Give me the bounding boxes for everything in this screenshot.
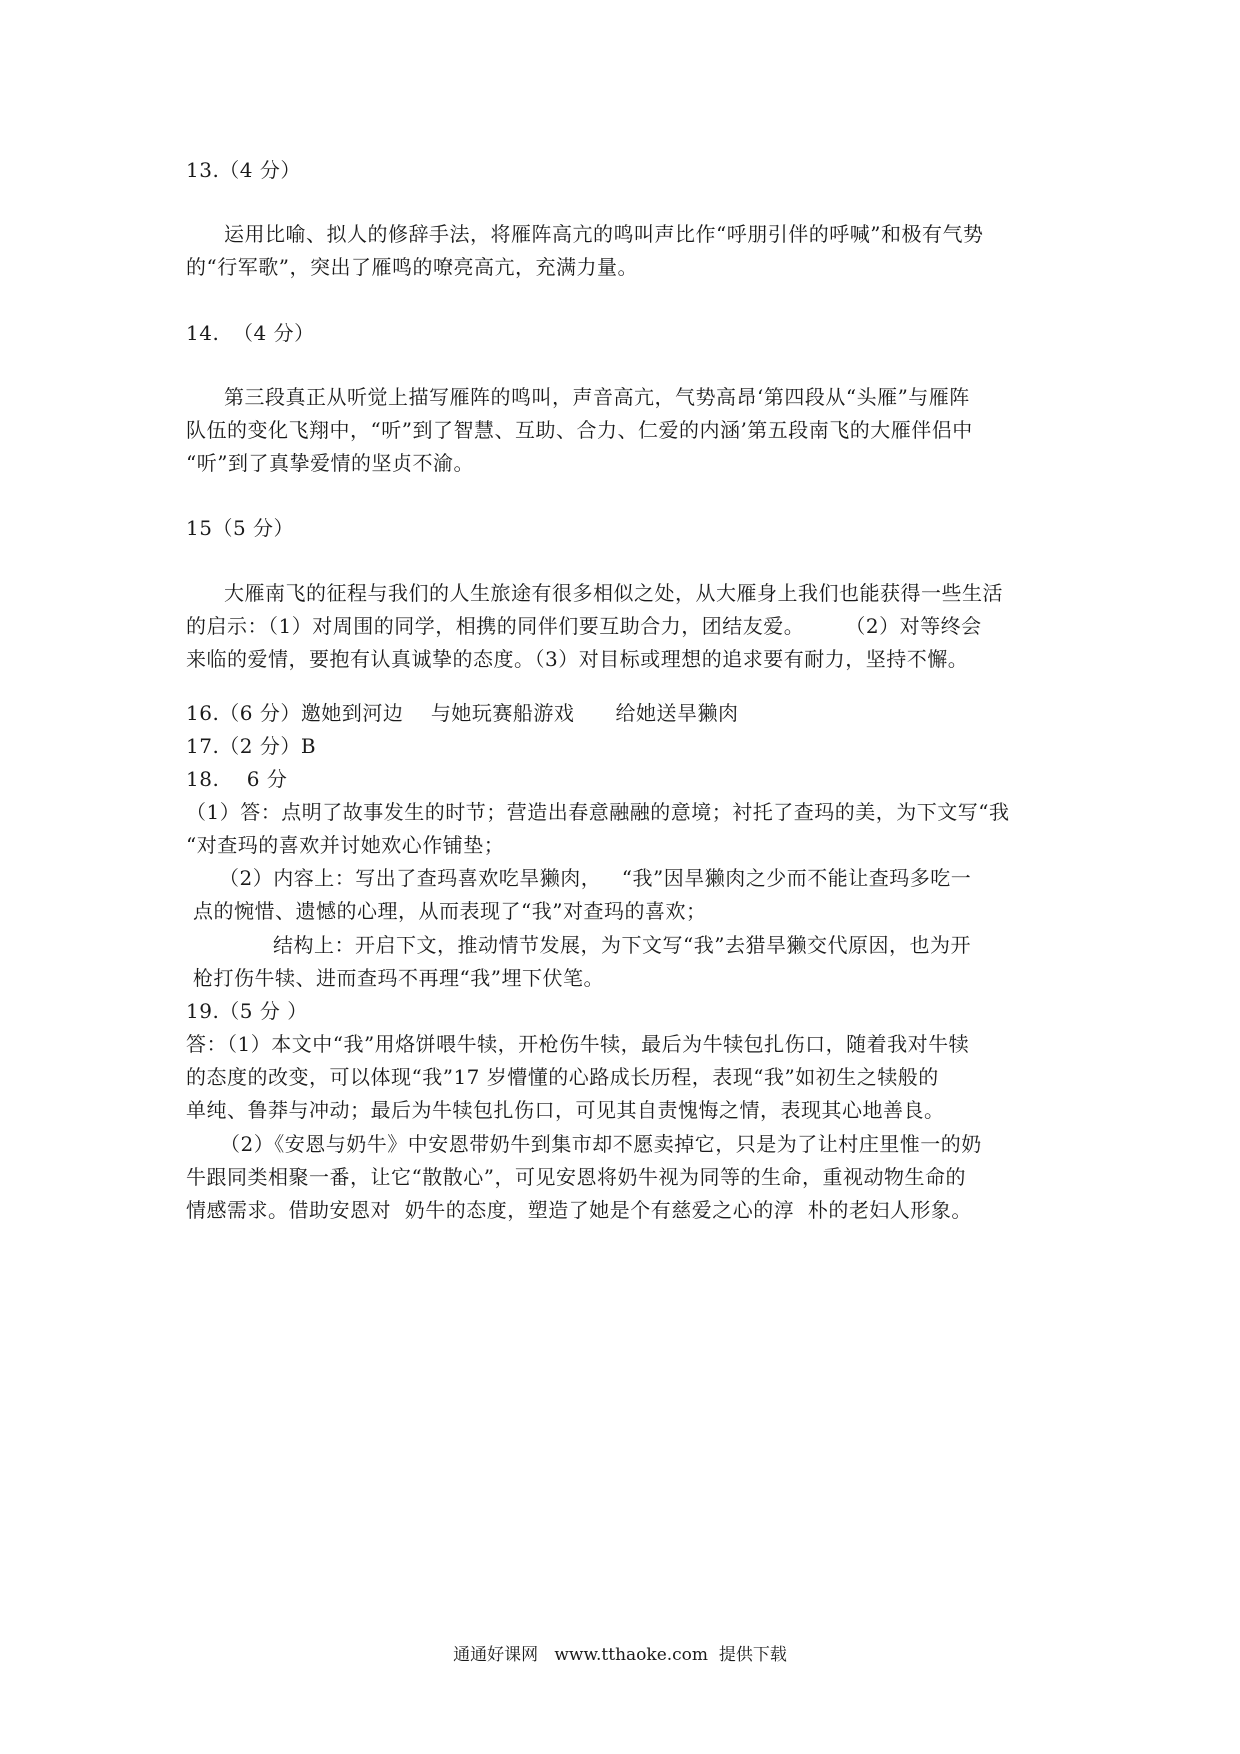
q13-heading: 13.（4 分）	[186, 158, 301, 182]
q18-line-6: 枪打伤牛犊、进而查玛不再理“我”埋下伏笔。	[193, 966, 604, 990]
q14-line-3: “听”到了真挚爱情的坚贞不渝。	[186, 451, 474, 475]
q18-line-1: （1）答：点明了故事发生的时节；营造出春意融融的意境；衬托了查玛的美，为下文写“我	[186, 800, 1010, 824]
q16-answer: 16.（6 分）邀她到河边 与她玩赛船游戏 给她送旱獭肉	[186, 701, 739, 725]
q19-line-6: 情感需求。借助安恩对 奶牛的态度，塑造了她是个有慈爱之心的淳 朴的老妇人形象。	[186, 1198, 972, 1222]
q18-line-3: （2）内容上：写出了查玛喜欢吃旱獭肉， “我”因旱獭肉之少而不能让查玛多吃一	[219, 866, 972, 890]
q19-line-1: 答：（1）本文中“我”用烙饼喂牛犊，开枪伤牛犊，最后为牛犊包扎伤口，随着我对牛犊	[186, 1032, 970, 1056]
q17-answer: 17.（2 分）B	[186, 734, 317, 758]
q18-line-2: “对查玛的喜欢并讨她欢心作铺垫；	[186, 833, 505, 857]
q14-line-1: 第三段真正从听觉上描写雁阵的鸣叫，声音高亢，气势高昂‘第四段从“头雁”与雁阵	[224, 385, 970, 409]
q18-line-5: 结构上：开启下文，推动情节发展，为下文写“我”去猎旱獭交代原因，也为开	[273, 933, 971, 957]
q19-line-3: 单纯、鲁莽与冲动；最后为牛犊包扎伤口，可见其自责愧悔之情，表现其心地善良。	[186, 1098, 945, 1122]
q14-heading: 14. （4 分）	[186, 321, 315, 345]
q15-line-2: 的启示：（1）对周围的同学，相携的同伴们要互助合力，团结友爱。 （2）对等终会	[186, 614, 982, 638]
q19-line-2: 的态度的改变，可以体现“我”17 岁懵懂的心路成长历程，表现“我”如初生之犊般的	[186, 1065, 939, 1089]
q13-line-1: 运用比喻、拟人的修辞手法，将雁阵高亢的鸣叫声比作“呼朋引伴的呼喊”和极有气势	[224, 222, 984, 246]
q13-line-2: 的“行军歌”，突出了雁鸣的嘹亮高亢，充满力量。	[186, 255, 638, 279]
q18-line-4: 点的惋惜、遗憾的心理，从而表现了“我”对查玛的喜欢；	[193, 899, 707, 923]
q15-line-3: 来临的爱情，要抱有认真诚挚的态度。（3）对目标或理想的追求要有耐力，坚持不懈。	[186, 647, 969, 671]
q19-line-4: （2）《安恩与奶牛》中安恩带奶牛到集市却不愿卖掉它，只是为了让村庄里惟一的奶	[220, 1132, 982, 1156]
q19-line-5: 牛跟同类相聚一番，让它“散散心”，可见安恩将奶牛视为同等的生命，重视动物生命的	[186, 1165, 966, 1189]
q14-line-2: 队伍的变化飞翔中，“听”到了智慧、互助、合力、仁爱的内涵’第五段南飞的大雁伴侣中	[186, 418, 973, 442]
q19-heading: 19.（5 分 ）	[186, 999, 308, 1023]
q15-line-1: 大雁南飞的征程与我们的人生旅途有很多相似之处，从大雁身上我们也能获得一些生活	[224, 581, 1003, 605]
q15-heading: 15（5 分）	[186, 516, 295, 540]
page-footer: 通通好课网 www.tthaoke.com 提供下载	[453, 1645, 787, 1665]
q18-heading: 18. 6 分	[186, 767, 288, 791]
